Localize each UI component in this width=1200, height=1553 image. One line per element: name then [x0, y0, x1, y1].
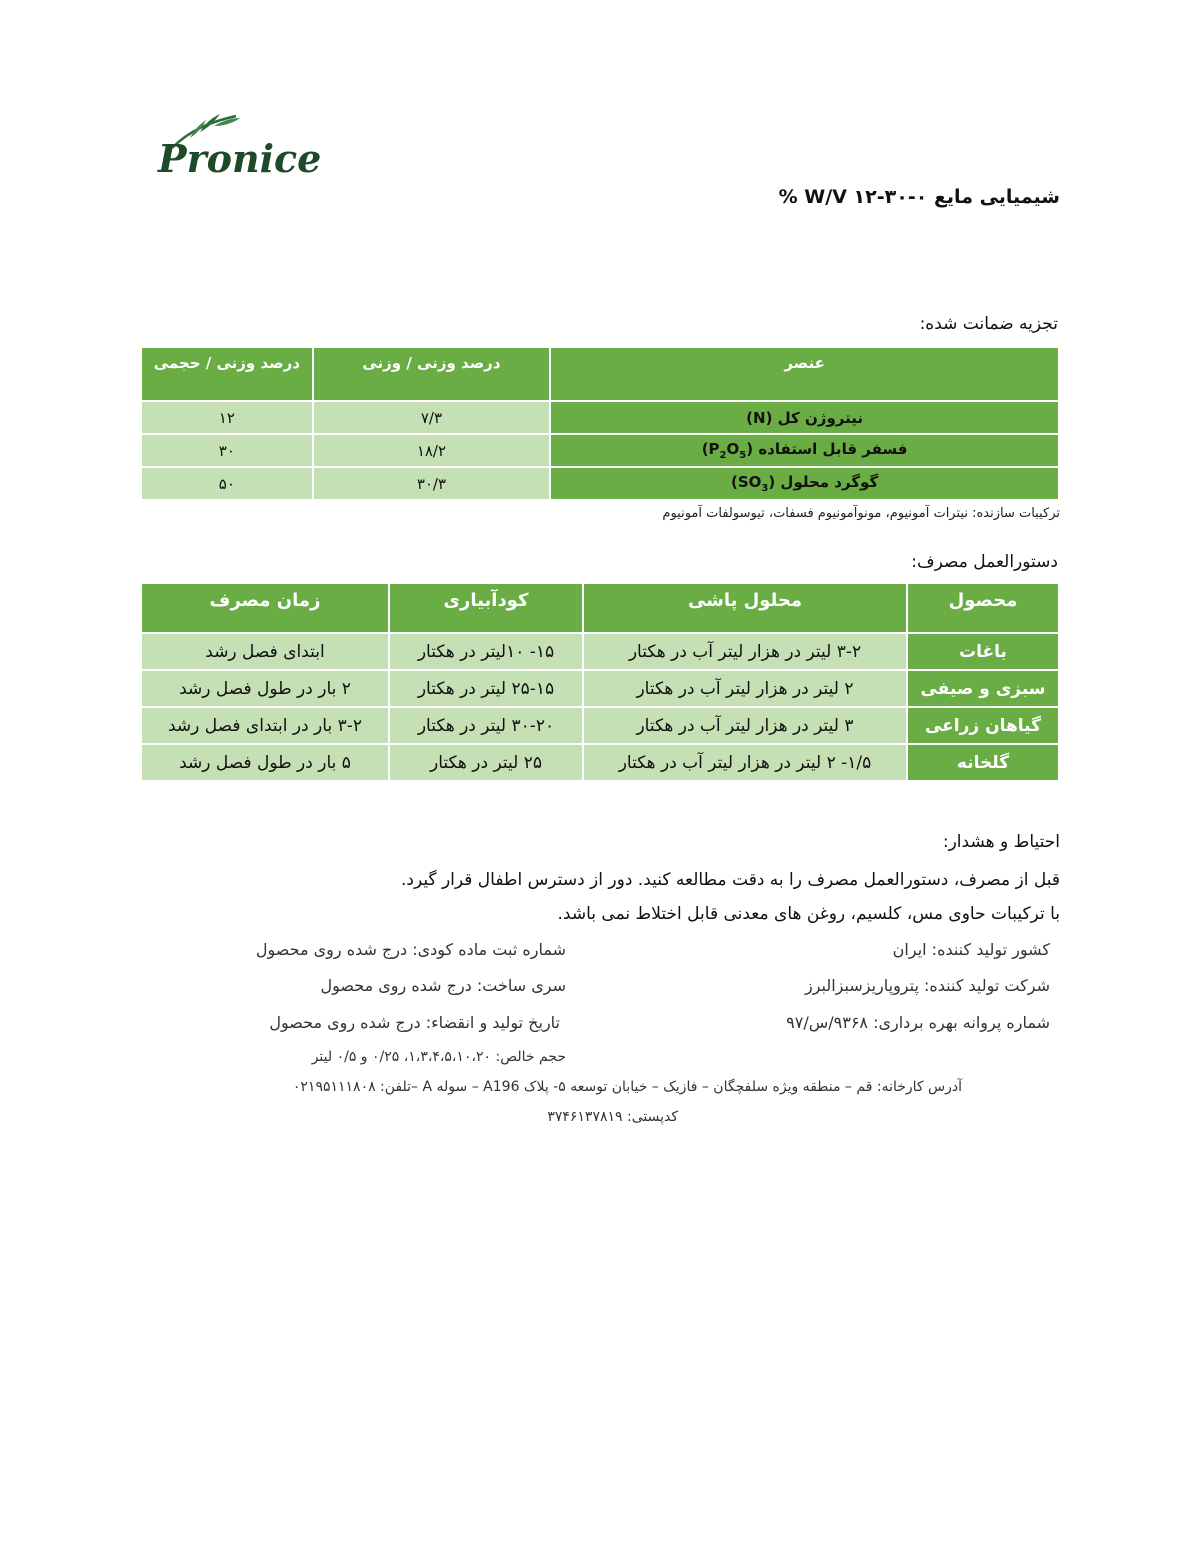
- spray-cell: ۱/۵- ۲ لیتر در هزار لیتر آب در هکتار: [584, 745, 906, 780]
- country-info: کشور تولید کننده: ایران: [892, 940, 1050, 959]
- header-time: زمان مصرف: [142, 584, 388, 632]
- wv-cell: ۵۰: [142, 468, 312, 499]
- company-info: شرکت تولید کننده: پتروپاریزسبزالبرز: [804, 976, 1050, 995]
- spray-cell: ۳-۲ لیتر در هزار لیتر آب در هکتار: [584, 634, 906, 669]
- warning-line-1: قبل از مصرف، دستورالعمل مصرف را به دقت مطالعه کنید. دور از دسترس اطفال قرار گیرد.: [400, 870, 1060, 890]
- registration-info: شماره ثبت ماده کودی: درج شده روی محصول: [255, 940, 566, 959]
- product-cell: گیاهان زراعی: [908, 708, 1058, 743]
- table-row: [142, 402, 1058, 433]
- header-product: محصول: [908, 584, 1058, 632]
- header-fertigation: کودآبیاری: [390, 584, 582, 632]
- header-wv: درصد وزنی / حجمی: [142, 348, 312, 400]
- time-cell: ابتدای فصل رشد: [142, 634, 388, 669]
- product-cell: گلخانه: [908, 745, 1058, 780]
- ww-cell: ۷/۳: [314, 402, 549, 433]
- usage-label: دستورالعمل مصرف:: [911, 552, 1058, 572]
- product-cell: باغات: [908, 634, 1058, 669]
- warning-line-2: با ترکیبات حاوی مس، کلسیم، روغن های معدنی قابل اختلاط نمی باشد.: [557, 904, 1060, 924]
- table-row: [142, 671, 1058, 706]
- analysis-table: [140, 346, 1060, 501]
- element-cell: گوگرد محلول $(SO_3)$: [551, 468, 1058, 499]
- fertigation-cell: ۳۰-۲۰ لیتر در هکتار: [390, 708, 582, 743]
- volume-info: حجم خالص: ۱،۳،۴،۵،۱۰،۲۰، ۰/۲۵ و ۰/۵ لیتر: [311, 1049, 566, 1065]
- time-cell: ۲ بار در طول فصل رشد: [142, 671, 388, 706]
- product-cell: سبزی و صیفی: [908, 671, 1058, 706]
- table-row: [142, 634, 1058, 669]
- ww-cell: ۱۸/۲: [314, 435, 549, 466]
- batch-info: سری ساخت: درج شده روی محصول: [320, 976, 566, 995]
- header-spray: محلول پاشی: [584, 584, 906, 632]
- fertigation-cell: ۲۵ لیتر در هکتار: [390, 745, 582, 780]
- spray-cell: ۳ لیتر در هزار لیتر آب در هکتار: [584, 708, 906, 743]
- time-cell: ۵ بار در طول فصل رشد: [142, 745, 388, 780]
- product-title: شیمیایی مایع ۰-۳۰-۱۲ W/V %: [778, 186, 1060, 208]
- warning-label: احتیاط و هشدار:: [942, 832, 1060, 852]
- header-ww: درصد وزنی / وزنی: [314, 348, 549, 400]
- fertigation-cell: ۱۵- ۱۰لیتر در هکتار: [390, 634, 582, 669]
- table-header-row: [142, 348, 1058, 400]
- table-row: [142, 468, 1058, 499]
- ww-cell: ۳۰/۳: [314, 468, 549, 499]
- table-header-row: [142, 584, 1058, 632]
- brand-logo: [150, 110, 322, 190]
- brand-wordmark: Pronice: [158, 136, 322, 181]
- wv-cell: ۳۰: [142, 435, 312, 466]
- license-info: شماره پروانه بهره برداری: ۹۳۶۸/س/۹۷: [786, 1013, 1050, 1032]
- address-info: آدرس کارخانه: قم – منطقه ویژه سلفچگان – فازیک – خیابان توسعه ۵- پلاک A196 – سوله A –تلفن: ۰۲۱۹۵۱۱۱۸۰۸: [292, 1079, 962, 1095]
- postal-info: کدپستی: ۳۷۴۶۱۳۷۸۱۹: [547, 1109, 678, 1125]
- fertigation-cell: ۲۵-۱۵ لیتر در هکتار: [390, 671, 582, 706]
- table-row: [142, 435, 1058, 466]
- wv-cell: ۱۲: [142, 402, 312, 433]
- usage-table: [140, 582, 1060, 782]
- dates-info: تاریخ تولید و انقضاء: درج شده روی محصول: [269, 1013, 560, 1032]
- composition-note: ترکیبات سازنده: نیترات آمونیوم، مونوآمونیوم فسفات، تیوسولفات آمونیوم: [662, 506, 1060, 521]
- table-row: [142, 708, 1058, 743]
- analysis-label: تجزیه ضمانت شده:: [919, 314, 1058, 334]
- time-cell: ۳-۲ بار در ابتدای فصل رشد: [142, 708, 388, 743]
- element-cell: فسفر قابل استفاده $(P_2O_5)$: [551, 435, 1058, 466]
- table-row: [142, 745, 1058, 780]
- spray-cell: ۲ لیتر در هزار لیتر آب در هکتار: [584, 671, 906, 706]
- element-cell: نیتروژن کل (N): [551, 402, 1058, 433]
- header-element: عنصر: [551, 348, 1058, 400]
